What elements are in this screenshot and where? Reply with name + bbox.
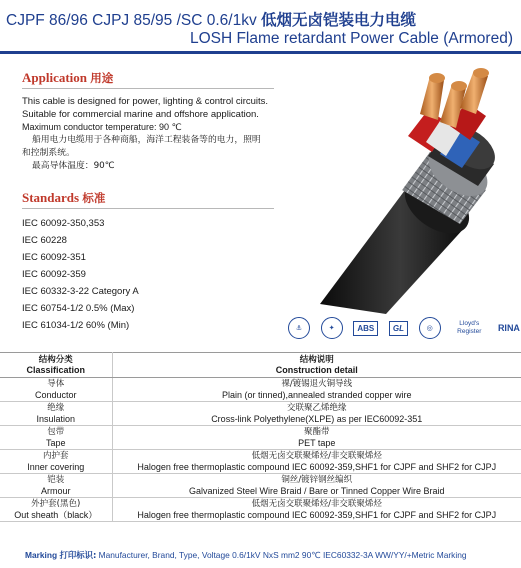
classification-cell: 铠装 Armour xyxy=(0,474,112,498)
table-row xyxy=(0,402,521,426)
class-society-logo-2: ✦ xyxy=(321,317,343,339)
detail-cell: 铜丝/镀锌钢丝编织 Galvanized Steel Wire Braid / Bare or Tinned Copper Wire Braid xyxy=(112,474,521,498)
header-construction-detail: 结构说明 Construction detail xyxy=(112,353,521,378)
table-row xyxy=(0,474,521,498)
application-line-cn: 和控制系统。 xyxy=(22,148,75,158)
standard-item: IEC 60092-359 xyxy=(22,269,86,280)
page-subtitle: LOSH Flame retardant Power Cable (Armored) xyxy=(189,30,513,47)
detail-cell: 低烟无卤交联聚烯烃/非交联聚烯烃 Halogen free thermoplastic compound IEC 60092-359,SHF1 for CJPF and SHF2 for CJPJ xyxy=(112,498,521,522)
classification-cell: 绝缘 Insulation xyxy=(0,402,112,426)
table-row xyxy=(0,498,521,522)
application-line-cn: 船用电力电缆用于各种商船，海洋工程装备等的电力，照明 xyxy=(32,135,261,145)
classification-cell: 包带 Tape xyxy=(0,426,112,450)
marking-line xyxy=(25,549,467,561)
application-line: Maximum conductor temperature: 90 ℃ xyxy=(22,122,182,132)
marking-label-cn: 打印标识: xyxy=(59,550,97,560)
table-row xyxy=(0,426,521,450)
standard-item: IEC 60092-350,353 xyxy=(22,218,105,229)
marking-label-en: Marking xyxy=(25,550,58,560)
header-classification: 结构分类 Classification xyxy=(0,353,112,378)
lloyds-register-logo: Lloyd's Register xyxy=(457,320,482,335)
application-heading-cn: 用途 xyxy=(90,71,114,85)
copper-conductor xyxy=(420,76,444,120)
class-society-logo-3: ◎ xyxy=(419,317,441,339)
title-codes: CJPF 86/96 CJPJ 85/95 /SC 0.6/1kv xyxy=(6,12,257,29)
application-line-cn: 最高导体温度：90℃ xyxy=(32,161,115,171)
standard-item: IEC 60228 xyxy=(22,235,67,246)
standards-heading-en: Standards xyxy=(22,190,80,205)
application-line: Suitable for commercial marine and offshore application. xyxy=(22,109,259,120)
standard-item: IEC 60092-351 xyxy=(22,252,86,263)
conductor-tip xyxy=(429,73,445,83)
detail-cell: 低烟无卤交联聚烯烃/非交联聚烯烃 Halogen free thermoplastic compound IEC 60092-359,SHF1 for CJPF and SHF2 for CJPJ xyxy=(112,450,521,474)
gl-logo: GL xyxy=(389,321,408,336)
detail-cell: 交联聚乙烯绝缘 Cross-link Polyethylene(XLPE) as per IEC60092-351 xyxy=(112,402,521,426)
application-line: This cable is designed for power, lighting & control circuits. xyxy=(22,96,269,107)
standard-item: IEC 60754-1/2 0.5% (Max) xyxy=(22,303,135,314)
standards-divider xyxy=(22,208,274,209)
application-text xyxy=(22,95,292,173)
marking-text: Manufacturer, Brand, Type, Voltage 0.6/1kV NxS mm2 90℃ IEC60332-3A WW/YY/+Metric Marking xyxy=(98,550,467,560)
cable-illustration xyxy=(290,66,518,314)
standard-item: IEC 61034-1/2 60% (Min) xyxy=(22,320,130,331)
application-heading-en: Application xyxy=(22,70,88,85)
classification-cell: 导体 Conductor xyxy=(0,378,112,402)
table-row xyxy=(0,378,521,402)
application-heading xyxy=(22,70,113,86)
standards-list xyxy=(22,215,139,334)
abs-logo: ABS xyxy=(353,321,378,336)
detail-cell: 聚酯带 PET tape xyxy=(112,426,521,450)
rina-logo xyxy=(498,323,520,333)
construction-table xyxy=(0,352,521,522)
application-divider xyxy=(22,88,274,89)
page-title xyxy=(6,8,516,30)
conductor-tip xyxy=(451,81,467,91)
header-divider xyxy=(0,51,521,54)
conductor-tip xyxy=(473,68,489,78)
classification-cell: 外护套(黑色) Out sheath（black） xyxy=(0,498,112,522)
certification-logos xyxy=(288,315,520,341)
class-society-logo-1: ⚓ xyxy=(288,317,310,339)
table-row xyxy=(0,450,521,474)
standards-heading xyxy=(22,190,105,206)
table-header-row xyxy=(0,353,521,378)
classification-cell: 内护套 Inner covering xyxy=(0,450,112,474)
title-cn: 低烟无卤铠装电力电缆 xyxy=(261,11,417,29)
rina-label: RINA xyxy=(497,323,520,333)
standard-item: IEC 60332-3-22 Category A xyxy=(22,286,139,297)
detail-cell: 裸/镀锡退火铜导线 Plain (or tinned),annealed stranded copper wire xyxy=(112,378,521,402)
standards-heading-cn: 标准 xyxy=(82,191,106,205)
